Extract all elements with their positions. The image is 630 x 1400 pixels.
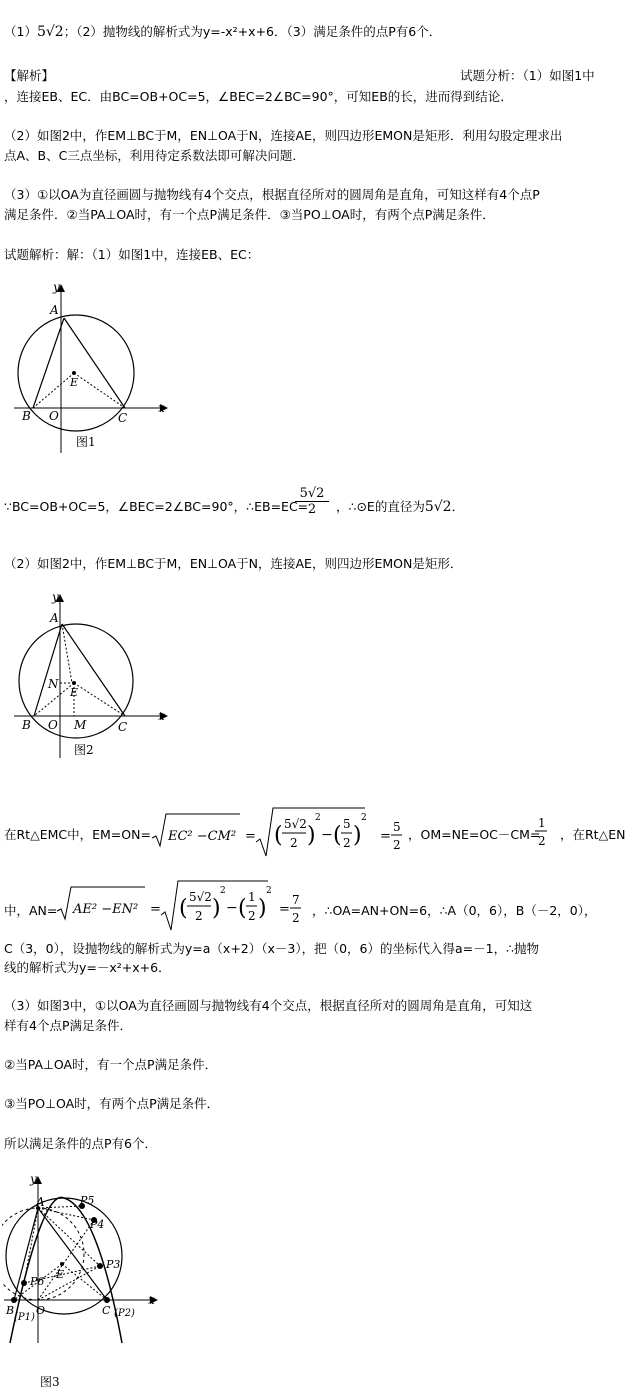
analysis-intro: 试题分析：（1）如图1中 bbox=[460, 68, 595, 83]
svg-text:2: 2 bbox=[538, 834, 546, 848]
step2-line: （2）如图2中，作EM⊥BC于M，EN⊥OA于N，连接AE，则四边形EMON是矩形． bbox=[4, 556, 463, 571]
svg-text:5: 5 bbox=[343, 817, 351, 831]
step1-text-d: ． bbox=[451, 499, 465, 514]
svg-text:AE² −EN²: AE² −EN² bbox=[73, 902, 139, 917]
fig2-label-C: C bbox=[118, 720, 128, 734]
solution-intro: 试题解析：解：（1）如图1中，连接EB、EC： bbox=[4, 247, 260, 262]
rt2-formula bbox=[55, 878, 315, 938]
step1-line bbox=[4, 497, 308, 515]
fig3-label-P6: P6 bbox=[30, 1275, 45, 1288]
fig3-label-P3: P3 bbox=[106, 1258, 121, 1271]
analysis-line-4: （3）①以OA为直径画圆与抛物线有4个交点，根据直径所对的圆周角是直角，可知这样有4个点P bbox=[4, 187, 540, 202]
analysis-line-3: 点A、B、C三点坐标，利用待定系数法即可解决问题． bbox=[4, 148, 305, 163]
fig2-label-O: O bbox=[48, 718, 58, 732]
analysis-label: 【解析】 bbox=[4, 68, 55, 83]
svg-text:2: 2 bbox=[290, 836, 298, 850]
svg-text:−: − bbox=[321, 827, 333, 843]
fig1-label-C: C bbox=[118, 411, 128, 425]
svg-text:7: 7 bbox=[292, 893, 300, 907]
rt1-frac-half bbox=[533, 814, 553, 854]
fig1-caption: 图1 bbox=[76, 435, 96, 449]
fig3-label-E: E bbox=[56, 1268, 65, 1281]
fig3-label-A: A bbox=[36, 1195, 45, 1209]
rt3-line: C（3，0），设抛物线的解析式为y=a（x+2）（x－3），把（0，6）的坐标代入得a=－1，∴抛物 bbox=[4, 941, 540, 956]
fig3-caption: 图3 bbox=[40, 1375, 60, 1389]
svg-text:5√2: 5√2 bbox=[284, 817, 307, 831]
figure-1 bbox=[8, 278, 178, 463]
step1-frac-den: 2 bbox=[307, 502, 317, 517]
svg-text:): ) bbox=[212, 896, 221, 921]
svg-text:5: 5 bbox=[393, 820, 401, 834]
fig3-label-O: O bbox=[36, 1304, 46, 1317]
fig1-label-x: x bbox=[158, 401, 165, 415]
svg-text:2: 2 bbox=[195, 909, 203, 923]
svg-text:(: ( bbox=[274, 823, 283, 848]
svg-text:(: ( bbox=[179, 896, 188, 921]
fig1-label-y: y bbox=[53, 280, 60, 294]
analysis-line-2: （2）如图2中，作EM⊥BC于M，EN⊥OA于N，连接AE，则四边形EMON是矩形．利用勾股定理求出 bbox=[4, 128, 563, 143]
step3-line-4: ③当PO⊥OA时，有两个点P满足条件． bbox=[4, 1096, 220, 1111]
svg-text:5√2: 5√2 bbox=[189, 890, 212, 904]
rt2-eq1: = bbox=[150, 902, 161, 917]
fig3-label-P2: (P2) bbox=[114, 1308, 135, 1319]
fig3-label-P5: P5 bbox=[80, 1194, 95, 1207]
fig2-label-B: B bbox=[22, 718, 31, 732]
fig2-caption: 图2 bbox=[74, 743, 94, 757]
rt1-eq1: = bbox=[245, 829, 256, 844]
answer-part1: （1） bbox=[4, 24, 37, 39]
step1-fraction bbox=[295, 486, 329, 517]
svg-text:2: 2 bbox=[248, 909, 256, 923]
step1-frac-num: 5√2 bbox=[295, 486, 329, 502]
figure-3 bbox=[2, 1168, 162, 1393]
svg-text:): ) bbox=[307, 823, 316, 848]
svg-text:1: 1 bbox=[248, 890, 256, 904]
step1-text-b: ，∴⊙E的直径为 bbox=[336, 499, 425, 514]
step3-line-3: ②当PA⊥OA时，有一个点P满足条件． bbox=[4, 1057, 218, 1072]
rt1-text-c: ，OM=NE=OC－CM= bbox=[408, 827, 541, 842]
step1-text-a: ∵BC=OB+OC=5，∠BEC=2∠BC=90°，∴EB=EC= bbox=[4, 499, 309, 514]
answer-value: 5√2 bbox=[36, 24, 64, 40]
svg-text:EC² −CM²: EC² −CM² bbox=[168, 829, 237, 844]
fig1-label-A: A bbox=[50, 303, 59, 317]
fig2-label-A: A bbox=[50, 611, 59, 625]
svg-text:2: 2 bbox=[361, 813, 367, 823]
step3-line-1: （3）如图3中，①以OA为直径画圆与抛物线有4个交点，根据直径所对的圆周角是直角，可知这 bbox=[4, 998, 533, 1013]
rt1-text-d: ，在Rt△EN bbox=[560, 827, 626, 842]
svg-text:2: 2 bbox=[315, 813, 321, 823]
fig2-label-E: E bbox=[70, 686, 79, 699]
svg-text:2: 2 bbox=[220, 886, 226, 896]
fig3-label-P4: P4 bbox=[90, 1218, 105, 1231]
fig3-label-B: B bbox=[6, 1304, 15, 1317]
svg-text:2: 2 bbox=[266, 886, 272, 896]
fig3-label-C: C bbox=[102, 1304, 111, 1317]
fig2-label-N: N bbox=[48, 677, 59, 691]
fig2-label-y: y bbox=[52, 590, 59, 604]
fig1-label-O: O bbox=[49, 409, 59, 423]
svg-text:2: 2 bbox=[292, 911, 300, 925]
svg-text:=: = bbox=[380, 829, 391, 844]
fig3-label-P1: (P1) bbox=[14, 1312, 35, 1323]
rt1-text-a: 在Rt△EMC中，EM=ON= bbox=[4, 827, 151, 842]
svg-text:(: ( bbox=[238, 896, 247, 921]
svg-text:(: ( bbox=[333, 823, 342, 848]
rt4-line: 线的解析式为y=－x²+x+6． bbox=[4, 960, 171, 975]
rt2-text-a: 中，AN= bbox=[4, 903, 58, 918]
step1-tail bbox=[336, 497, 464, 515]
answer-line bbox=[4, 22, 441, 40]
figure-2 bbox=[8, 588, 178, 763]
svg-text:2: 2 bbox=[393, 838, 401, 852]
analysis-line-5: 满足条件．②当PA⊥OA时，有一个点P满足条件．③当PO⊥OA时，有两个点P满足条件． bbox=[4, 207, 495, 222]
svg-text:2: 2 bbox=[343, 836, 351, 850]
fig1-label-E: E bbox=[70, 376, 79, 389]
analysis-line-1: ，连接EB、EC．由BC=OB+OC=5，∠BEC=2∠BC=90°，可知EB的长，进而得到结论． bbox=[4, 89, 513, 104]
fig2-label-M: M bbox=[74, 718, 87, 732]
svg-text:−: − bbox=[226, 900, 238, 916]
svg-text:1: 1 bbox=[538, 816, 546, 830]
rt2-text-c: ，∴OA=AN+ON=6，∴A（0，6），B（－2，0）， bbox=[312, 903, 597, 918]
fig2-label-x: x bbox=[158, 709, 165, 723]
step3-line-5: 所以满足条件的点P有6个． bbox=[4, 1136, 157, 1151]
svg-text:=: = bbox=[279, 902, 290, 917]
fig3-label-x: x bbox=[148, 1293, 155, 1307]
svg-text:): ) bbox=[353, 823, 362, 848]
svg-text:): ) bbox=[258, 896, 267, 921]
answer-part2: ；（2）抛物线的解析式为y=-x²+x+6．（3）满足条件的点P有6个． bbox=[63, 24, 442, 39]
fig1-label-B: B bbox=[22, 409, 31, 423]
fig3-label-y: y bbox=[30, 1172, 37, 1186]
step3-line-2: 样有4个点P满足条件． bbox=[4, 1018, 132, 1033]
step1-diameter: 5√2 bbox=[424, 499, 452, 515]
